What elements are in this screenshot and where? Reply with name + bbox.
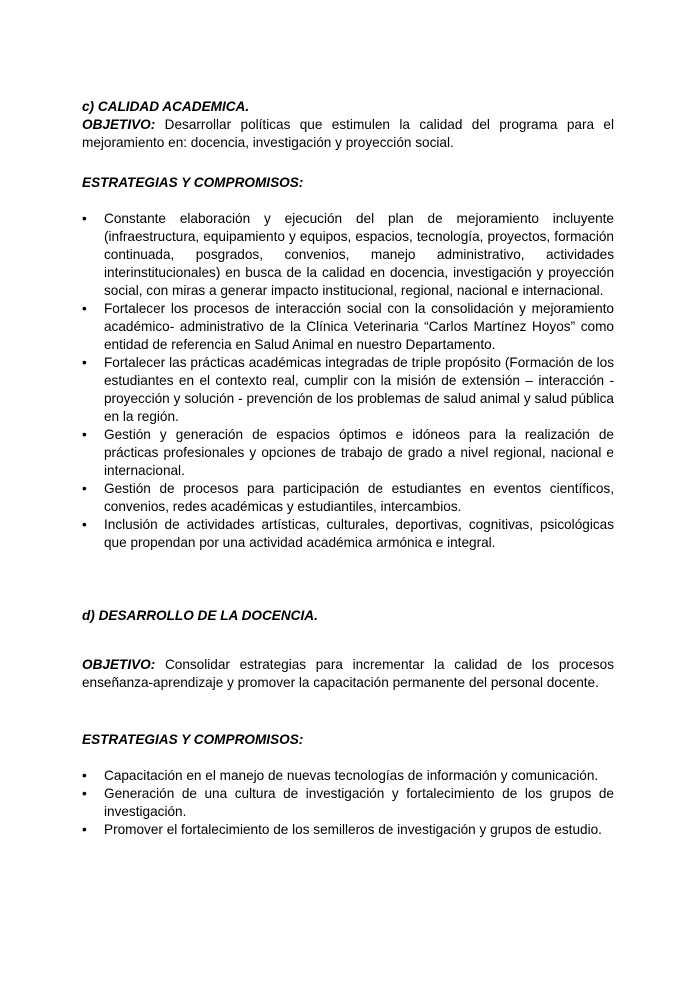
section-d-strategies-heading: ESTRATEGIAS Y COMPROMISOS: bbox=[82, 732, 304, 747]
list-item: • Fortalecer las prácticas académicas integradas de triple propósito (Formación de los estudiantes en el contexto real, cumplir con la misión de extensión – interacción - proyección y solución - prevención de los problemas de salud animal y salud pública en la región. bbox=[82, 354, 614, 426]
section-c-strategies-heading: ESTRATEGIAS Y COMPROMISOS: bbox=[82, 175, 304, 190]
list-item: • Fortalecer los procesos de interacción social con la consolidación y mejoramiento académico- administrativo de la Clínica Veterinaria “Carlos Martínez Hoyos” como entidad de referencia en Salud Animal en nuestro Departamento. bbox=[82, 300, 614, 354]
section-d-heading: d) DESARROLLO DE LA DOCENCIA. bbox=[82, 608, 318, 623]
section-d-objective-text: Consolidar estrategias para incrementar la calidad de los procesos enseñanza-aprendizaje y promover la capacitación permanente del personal docente. bbox=[82, 657, 614, 690]
list-item: • Capacitación en el manejo de nuevas tecnologías de información y comunicación. bbox=[82, 767, 614, 785]
section-c-strategies-list bbox=[82, 210, 614, 552]
section-d-objective bbox=[82, 656, 614, 692]
section-c-objective-label: OBJETIVO: bbox=[82, 117, 156, 132]
section-c-heading: c) CALIDAD ACADEMICA. bbox=[82, 99, 250, 114]
list-item: • Promover el fortalecimiento de los semilleros de investigación y grupos de estudio. bbox=[82, 821, 614, 839]
list-item: • Inclusión de actividades artísticas, culturales, deportivas, cognitivas, psicológicas que propendan por una actividad académica armónica e integral. bbox=[82, 516, 614, 552]
list-item: • Generación de una cultura de investigación y fortalecimiento de los grupos de investigación. bbox=[82, 785, 614, 821]
list-item: • Gestión de procesos para participación de estudiantes en eventos científicos, convenios, redes académicas y estudiantiles, intercambios. bbox=[82, 480, 614, 516]
section-c-objective bbox=[82, 116, 614, 152]
section-d-strategies-list bbox=[82, 767, 614, 839]
section-c-objective-text: Desarrollar políticas que estimulen la calidad del programa para el mejoramiento en: docencia, investigación y proyección social. bbox=[82, 117, 615, 150]
list-item: • Gestión y generación de espacios óptimos e idóneos para la realización de prácticas profesionales y opciones de trabajo de grado a nivel regional, nacional e internacional. bbox=[82, 426, 614, 480]
list-item: • Constante elaboración y ejecución del plan de mejoramiento incluyente (infraestructura, equipamiento y equipos, espacios, tecnología, proyectos, formación continuada, posgrados, convenios, manejo administrativo, actividades interinstitucionales) en busca de la calidad en docencia, investigación y proyección social, con miras a generar impacto institucional, regional, nacional e internacional. bbox=[82, 210, 614, 300]
section-d-objective-label: OBJETIVO: bbox=[82, 657, 156, 672]
